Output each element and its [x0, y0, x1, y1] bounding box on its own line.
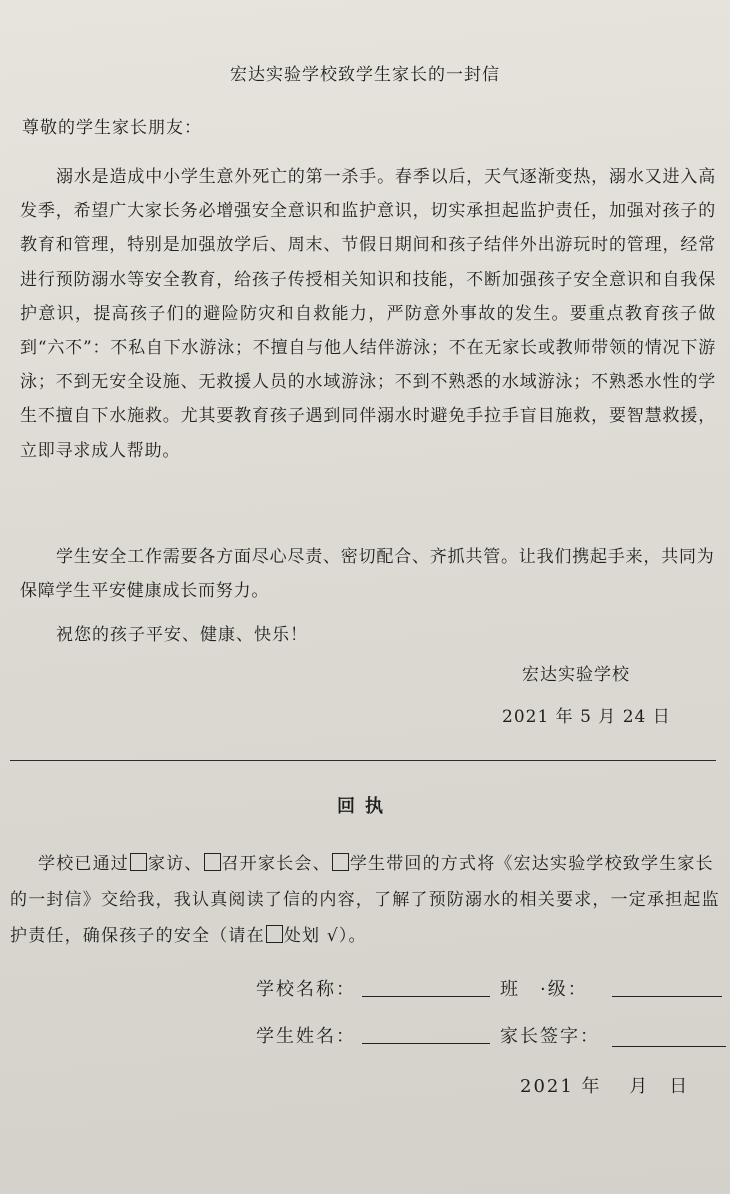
- receipt-option-student-bring-back: 学生带回的方式将《宏达实验学校致学生家长的一封信》交给我，我认真阅读了信的内容，了解了预防溺水的相关要求，一定承担起监护责任，确保孩子的安全（请在: [10, 854, 720, 946]
- receipt-text-end: 处划 √）。: [283, 926, 367, 946]
- signature-date: 2021 年 5 月 24 日: [502, 707, 671, 727]
- parent-signature-field[interactable]: [612, 1046, 726, 1047]
- receipt-title: 回执: [337, 796, 393, 817]
- signature-school: 宏达实验学校: [522, 665, 630, 685]
- letter-closing: 祝您的孩子平安、健康、快乐！: [56, 625, 308, 645]
- letter-paragraph-1: 溺水是造成中小学生意外死亡的第一杀手。春季以后，天气逐渐变热，溺水又进入高发季，希望广大家长务必增强安全意识和监护意识，切实承担起监护责任，加强对孩子的教育和管理，特别是加强放学后、周末、节假日期间和孩子结伴外出游玩时的管理，经常进行预防溺水等安全教育，给孩子传授相关知识和技能，不断加强孩子安全意识和自我保护意识，提高孩子们的避险防灾和自救能力，严防意外事故的发生。要重点教育孩子做到“六不”：不私自下水游泳；不擅自与他人结伴游泳；不在无家长或教师带领的情况下游泳；不到无安全设施、无救援人员的水域游泳；不到不熟悉的水域游泳；不熟悉水性的学生不擅自下水施救。尤其要教育孩子遇到同伴溺水时避免手拉手盲目施救，要智慧救援，立即寻求成人帮助。: [20, 167, 716, 461]
- checkbox-parent-meeting[interactable]: [204, 853, 221, 871]
- receipt-text: [10, 846, 726, 954]
- checkbox-student-bring-back[interactable]: [332, 853, 349, 871]
- receipt-option-home-visit: 家访、: [148, 854, 203, 874]
- student-name-label: 学生姓名：: [256, 1026, 356, 1047]
- school-name-label: 学校名称：: [256, 979, 356, 1000]
- class-field[interactable]: [612, 996, 722, 997]
- checkbox-home-visit[interactable]: [130, 853, 147, 871]
- receipt-option-parent-meeting: 召开家长会、: [221, 854, 331, 874]
- checkbox-legend: [266, 925, 283, 943]
- letter-title: 宏达实验学校致学生家长的一封信: [230, 65, 500, 85]
- letter-paragraph-2: 学生安全工作需要各方面尽心尽责、密切配合、齐抓共管。让我们携起手来，共同为保障学生平安健康成长而努力。: [20, 547, 715, 601]
- receipt-text-part1: 学校已通过: [38, 854, 129, 874]
- student-name-field[interactable]: [362, 1043, 490, 1044]
- class-label: 班 ·级：: [500, 979, 588, 1000]
- school-name-field[interactable]: [362, 996, 490, 997]
- receipt-date: 2021 年 月 日: [520, 1076, 690, 1097]
- parent-signature-label: 家长签字：: [500, 1026, 600, 1047]
- cut-line-divider: [10, 760, 716, 761]
- letter-greeting: 尊敬的学生家长朋友：: [22, 118, 202, 138]
